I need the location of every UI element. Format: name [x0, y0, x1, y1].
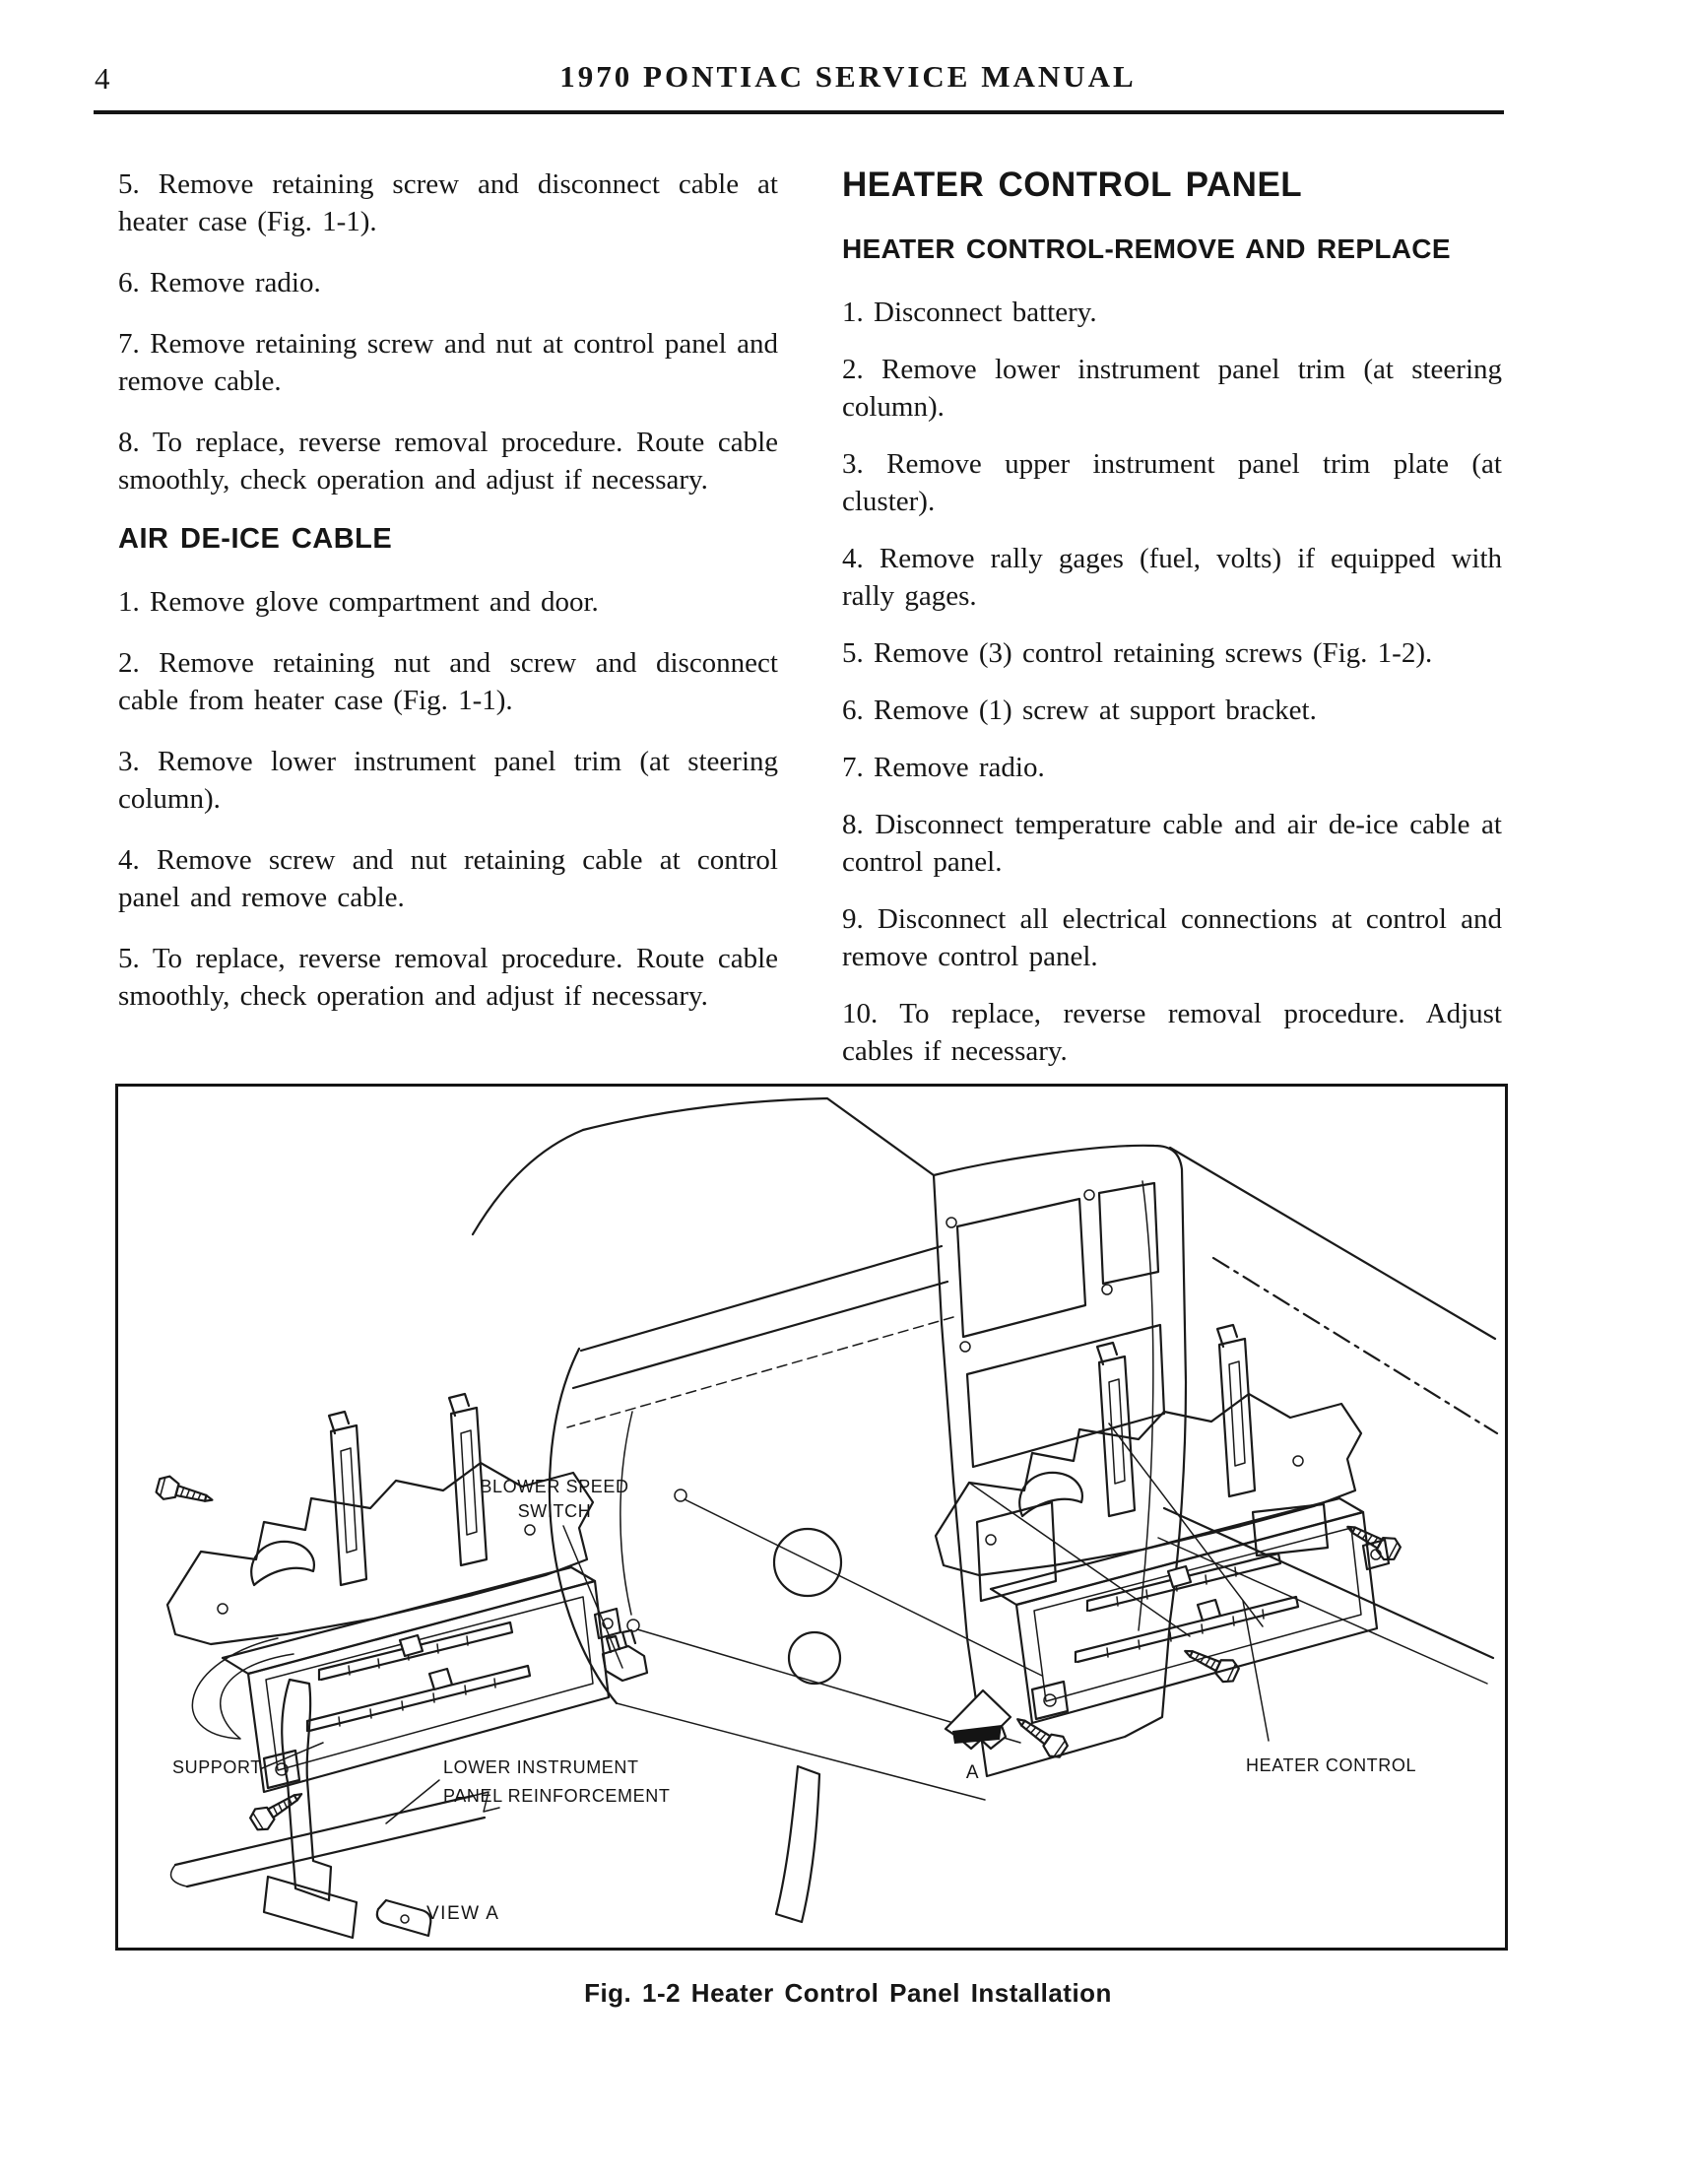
label-blower-speed-switch: SWITCH [517, 1501, 592, 1521]
right-column [842, 165, 1502, 1090]
leader-lower-instrument [386, 1780, 439, 1823]
label-support: SUPPORT [172, 1757, 262, 1777]
label-arrow-a: A [965, 1762, 981, 1783]
procedure-step: 2. Remove lower instrument panel trim (at steering column). [842, 354, 1502, 423]
procedure-step: 2. Remove retaining nut and screw and disconnect cable from heater case (Fig. 1-1). [118, 647, 778, 716]
procedure-step: 8. Disconnect temperature cable and air de-ice cable at control panel. [842, 809, 1502, 878]
procedure-step: 1. Remove glove compartment and door. [118, 586, 599, 618]
page-number: 4 [95, 61, 110, 96]
procedure-step: 7. Remove radio. [842, 752, 1045, 783]
left-column [118, 165, 778, 1038]
label-lower-instrument-panel-reinforcement: LOWER INSTRUMENT [443, 1757, 639, 1777]
procedure-step: 3. Remove lower instrument panel trim (at steering column). [118, 746, 778, 815]
view-direction-arrow-icon [946, 1690, 1011, 1749]
label-blower-speed-switch: BLOWER SPEED [480, 1477, 629, 1496]
leader-blower-speed-switch [563, 1526, 622, 1668]
procedure-step: 8. To replace, reverse removal procedure. Route cable smoothly, check operation and adjust if necessary. [118, 427, 778, 496]
label-view-a: VIEW A [426, 1903, 500, 1924]
header-rule [94, 110, 1504, 114]
label-heater-control: HEATER CONTROL [1246, 1755, 1417, 1775]
procedure-step: 9. Disconnect all electrical connections at control and remove control panel. [842, 903, 1502, 972]
section-heading-air-de-ice-cable: AIR DE-ICE CABLE [118, 523, 393, 555]
figure-illustration [118, 1087, 1505, 1948]
label-lower-instrument-panel-reinforcement: PANEL REINFORCEMENT [443, 1786, 671, 1806]
leader-heater-control [1243, 1601, 1269, 1741]
procedure-step: 7. Remove retaining screw and nut at control panel and remove cable. [118, 328, 778, 397]
procedure-step: 5. Remove retaining screw and disconnect cable at heater case (Fig. 1-1). [118, 168, 778, 237]
section-heading-heater-control-panel: HEATER CONTROL PANEL [842, 165, 1303, 204]
page-title: 1970 PONTIAC SERVICE MANUAL [559, 59, 1137, 94]
procedure-step: 4. Remove rally gages (fuel, volts) if equipped with rally gages. [842, 543, 1502, 612]
procedure-step: 3. Remove upper instrument panel trim plate (at cluster). [842, 448, 1502, 517]
procedure-step: 4. Remove screw and nut retaining cable at control panel and remove cable. [118, 844, 778, 913]
procedure-step: 1. Disconnect battery. [842, 297, 1097, 328]
procedure-step: 6. Remove (1) screw at support bracket. [842, 695, 1317, 726]
procedure-step: 5. To replace, reverse removal procedure. Route cable smoothly, check operation and adjust if necessary. [118, 943, 778, 1012]
procedure-step: 10. To replace, reverse removal procedure. Adjust cables if necessary. [842, 998, 1502, 1067]
procedure-step: 5. Remove (3) control retaining screws (Fig. 1-2). [842, 637, 1433, 669]
leader-support [262, 1743, 323, 1768]
subsection-heading-remove-replace: HEATER CONTROL-REMOVE AND REPLACE [842, 233, 1451, 264]
heater-control-assembly-right [936, 1325, 1402, 1761]
heater-control-assembly-left [155, 1394, 647, 1938]
procedure-step: 6. Remove radio. [118, 267, 321, 298]
figure-box [115, 1084, 1508, 1951]
figure-caption: Fig. 1-2 Heater Control Panel Installation [584, 1978, 1112, 2008]
